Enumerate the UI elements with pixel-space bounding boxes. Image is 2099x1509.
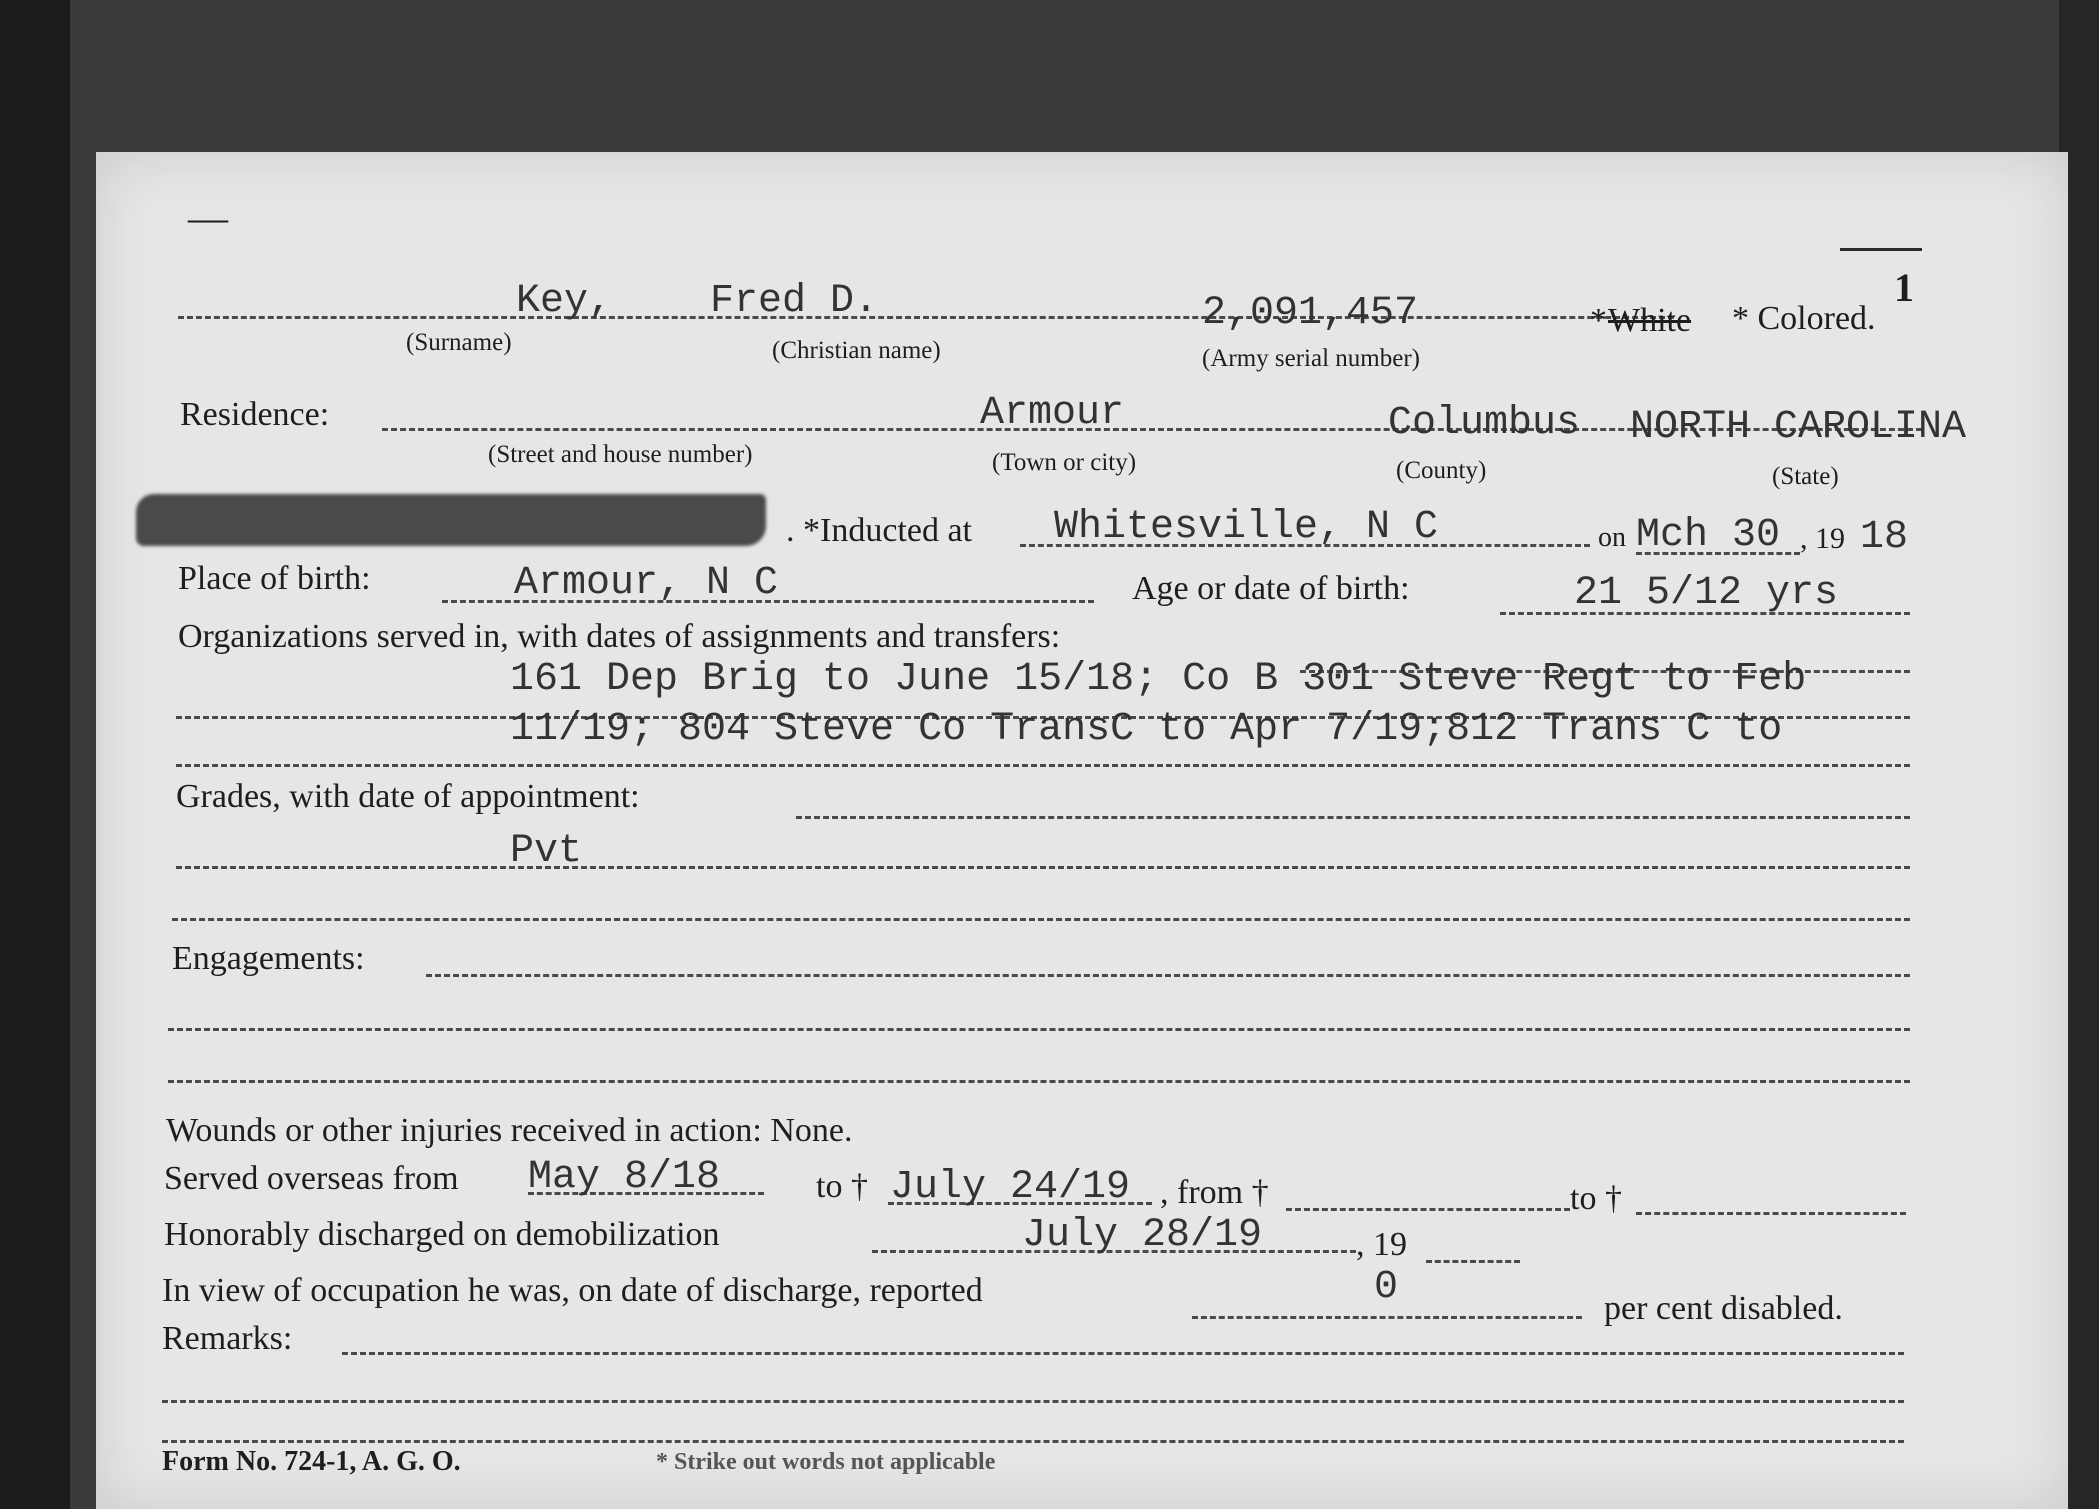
scan-left-edge bbox=[0, 0, 70, 1509]
residence-state-value: NORTH CAROLINA bbox=[1630, 405, 1967, 450]
remarks-line-1 bbox=[162, 1400, 1904, 1403]
induction-place-value: Whitesville, N C bbox=[1054, 505, 1439, 550]
footer-footnote: * Strike out words not applicable bbox=[656, 1449, 996, 1475]
street-caption: (Street and house number) bbox=[488, 441, 753, 468]
serial-caption: (Army serial number) bbox=[1202, 345, 1420, 372]
overseas-to2-label: to † bbox=[1570, 1180, 1622, 1217]
town-caption: (Town or city) bbox=[992, 449, 1137, 476]
induction-year-value: 18 bbox=[1860, 515, 1909, 560]
overseas-to2-line bbox=[1636, 1212, 1906, 1215]
discharge-year-line bbox=[1426, 1260, 1520, 1263]
engagements-line-1 bbox=[168, 1028, 1910, 1031]
disability-line bbox=[1192, 1316, 1582, 1319]
induction-year-prefix: , 19 bbox=[1800, 522, 1845, 555]
disability-suffix: per cent disabled. bbox=[1604, 1290, 1843, 1327]
inducted-label: . *Inducted at bbox=[786, 512, 972, 549]
residence-label: Residence: bbox=[180, 396, 330, 433]
top-dash: — bbox=[188, 195, 228, 240]
grades-label: Grades, with date of appointment: bbox=[176, 778, 640, 815]
grades-line-0 bbox=[796, 816, 1910, 819]
engagements-line-0 bbox=[426, 974, 1910, 977]
organizations-label: Organizations served in, with dates of assignments and transfers: bbox=[178, 618, 1061, 655]
christian-name-value: Fred D. bbox=[710, 279, 879, 324]
organizations-value-line1: 161 Dep Brig to June 15/18; Co B 301 Steve Regt to Feb bbox=[510, 657, 1807, 702]
birthplace-value: Armour, N C bbox=[514, 561, 779, 606]
remarks-line-0 bbox=[342, 1352, 1904, 1355]
birthplace-label: Place of birth: bbox=[178, 560, 371, 597]
overseas-from2-line bbox=[1286, 1208, 1570, 1211]
wounds-text: Wounds or other injuries received in action: None. bbox=[166, 1112, 853, 1149]
disability-value: 0 bbox=[1374, 1265, 1399, 1310]
residence-county-value: Columbus bbox=[1388, 401, 1581, 446]
induction-date-value: Mch 30 bbox=[1636, 513, 1781, 558]
engagements-label: Engagements: bbox=[172, 940, 365, 977]
discharge-label: Honorably discharged on demobilization bbox=[164, 1216, 720, 1253]
christian-name-caption: (Christian name) bbox=[772, 337, 941, 364]
remarks-line-2 bbox=[162, 1440, 1904, 1443]
grades-value: Pvt bbox=[510, 829, 583, 874]
serial-number-value: 2,091,457 bbox=[1202, 291, 1419, 336]
surname-value: Key, bbox=[516, 279, 613, 324]
overseas-from-value: May 8/18 bbox=[528, 1155, 721, 1200]
form-number: Form No. 724-1, A. G. O. bbox=[162, 1446, 461, 1477]
organizations-line-2 bbox=[176, 764, 1910, 767]
redaction-mark bbox=[136, 494, 766, 546]
race-marker: * bbox=[1590, 302, 1607, 339]
number-rule bbox=[1840, 248, 1922, 251]
residence-town-value: Armour bbox=[980, 391, 1125, 436]
discharge-date-value: July 28/19 bbox=[1022, 1213, 1263, 1258]
name-line bbox=[178, 316, 1674, 319]
induction-on-label: on bbox=[1598, 522, 1626, 553]
discharge-year-label: , 19 bbox=[1356, 1226, 1407, 1263]
surname-caption: (Surname) bbox=[406, 329, 512, 356]
engagements-line-2 bbox=[168, 1080, 1910, 1083]
card-number: 1 bbox=[1894, 265, 1914, 310]
overseas-from2-label: , from † bbox=[1160, 1174, 1269, 1211]
overseas-to-value: July 24/19 bbox=[890, 1165, 1131, 1210]
disability-label: In view of occupation he was, on date of discharge, reported bbox=[162, 1272, 983, 1309]
age-label: Age or date of birth: bbox=[1132, 570, 1410, 607]
race-colored: * Colored. bbox=[1732, 300, 1876, 337]
draft-record-card bbox=[96, 152, 2068, 1509]
grades-line-2 bbox=[172, 918, 1910, 921]
grades-line-1 bbox=[176, 866, 1910, 869]
remarks-label: Remarks: bbox=[162, 1320, 293, 1357]
age-value: 21 5/12 yrs bbox=[1574, 571, 1839, 616]
organizations-value-line2: 11/19; 804 Steve Co TransC to Apr 7/19;812 Trans C to bbox=[510, 707, 1783, 752]
overseas-label: Served overseas from bbox=[164, 1160, 459, 1197]
county-caption: (County) bbox=[1396, 457, 1487, 484]
overseas-to-label: to † bbox=[816, 1168, 868, 1205]
race-white-struck: White bbox=[1608, 302, 1692, 339]
state-caption: (State) bbox=[1772, 463, 1839, 490]
